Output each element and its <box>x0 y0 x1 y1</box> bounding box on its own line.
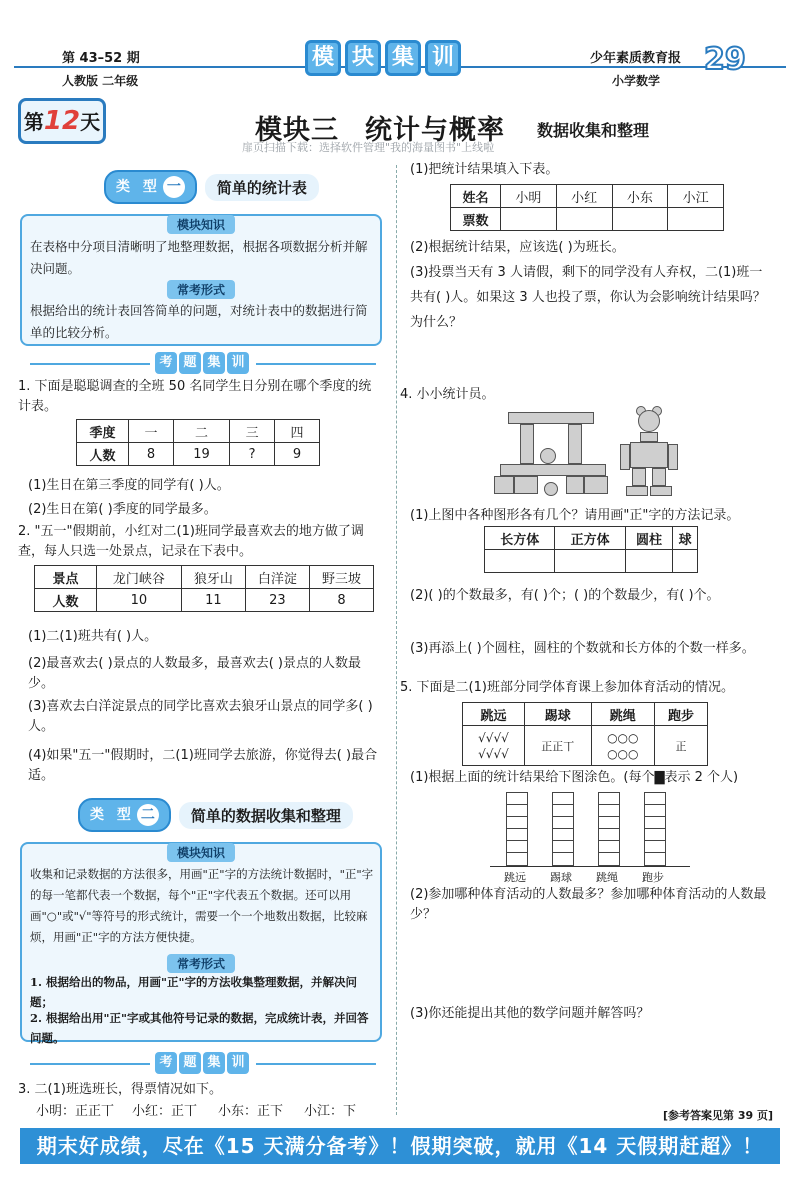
knowledge-tag: 模块知识 <box>167 215 235 234</box>
day-suffix: 天 <box>80 110 101 134</box>
day-badge <box>18 98 106 144</box>
question-4-stem: 4. 小小统计员。 <box>400 387 495 402</box>
q3-table <box>450 184 724 231</box>
banner-rule <box>30 1063 150 1065</box>
table-cell: 踢球 <box>524 703 591 726</box>
question-1-stem: 1. 下面是聪聪调查的全班 50 名同学生日分别在哪个季度的统计表。 <box>18 379 372 414</box>
module-label: 模块三 <box>255 115 339 146</box>
module-name: 统计与概率 <box>365 115 505 146</box>
table-cell: 正正丅 <box>524 726 591 766</box>
module-subtitle: 数据收集和整理 <box>537 121 650 140</box>
type-name: 简单的统计表 <box>205 174 319 201</box>
table-cell: 三 <box>230 420 275 443</box>
table-cell: 小东 <box>612 185 668 208</box>
footer-banner: 期末好成绩，尽在《15 天满分备考》！假期突破，就用《14 天假期赶超》！ <box>20 1128 780 1164</box>
table-cell: 白洋淀 <box>245 566 309 589</box>
vote-record: 小东：正下 <box>218 1104 284 1119</box>
bar-label: 踢球 <box>550 871 572 884</box>
type-tag: 类 型 二 <box>78 798 171 832</box>
question-2-part-4: (4)如果"五一"假期时，二(1)班同学去旅游，你觉得去( )最合适。 <box>28 748 378 783</box>
bar-column[interactable] <box>552 792 574 866</box>
form-text: 根据给出的统计表回答简单的问题，对统计表中的数据进行简单的比较分析。 <box>30 303 368 340</box>
column-divider <box>396 165 397 1115</box>
question-4-part-2: (2)( )的个数最多，有( )个；( )的个数最少，有( )个。 <box>410 588 720 603</box>
type-two-box <box>20 842 382 1045</box>
table-cell: 狼牙山 <box>181 566 245 589</box>
exam-banner: 考 题 集 训 <box>155 352 255 376</box>
knowledge-text: 在表格中分项目清晰明了地整理数据，根据各项数据分析并解决问题。 <box>30 239 368 276</box>
title-char: 模 <box>305 40 341 76</box>
question-2-part-1: (1)二(1)班共有( )人。 <box>28 629 158 644</box>
type-name: 简单的数据收集和整理 <box>179 802 353 829</box>
table-cell: 8 <box>309 589 373 612</box>
edition-label: 人教版 二年级 <box>62 74 139 88</box>
question-2-part-2: (2)最喜欢去( )景点的人数最多，最喜欢去( )景点的人数最少。 <box>28 656 361 691</box>
table-cell: 小红 <box>556 185 612 208</box>
table-cell[interactable] <box>612 208 668 231</box>
header-title <box>305 40 475 80</box>
table-cell: 景点 <box>35 566 97 589</box>
table-cell[interactable] <box>668 208 724 231</box>
table-cell[interactable] <box>625 550 673 573</box>
paper-name: 少年素质教育报 <box>590 51 682 66</box>
vote-record: 小明：正正丅 <box>36 1104 115 1119</box>
knowledge-tag: 模块知识 <box>167 843 235 862</box>
table-cell: 长方体 <box>485 527 555 550</box>
issue-label: 第 43–52 期 <box>62 51 140 66</box>
table-cell: 正 <box>655 726 708 766</box>
question-5-part-2: (2)参加哪种体育活动的人数最多？参加哪种体育活动的人数最少？ <box>410 887 767 922</box>
question-1-part-2: (2)生日在第( )季度的同学最多。 <box>28 502 217 517</box>
page-number: 29 <box>704 42 746 77</box>
table-cell: 票数 <box>451 208 501 231</box>
question-3-part-3: (3)投票当天有 3 人请假，剩下的同学没有人弃权，二(1)班一共有( )人。如果这 3 人也投了票，你认为会影响统计结果吗？为什么？ <box>410 265 766 330</box>
table-cell: 球 <box>673 527 698 550</box>
knowledge-text: 收集和记录数据的方法很多，用画"正"字的方法统计数据时，"正"字的每一笔都代表一个数据，每个"正"字代表五个数据。还可以用画"○"或"√"等符号的形式统计，需要一个一个地数出数据，比较麻烦，用画"正"字的方法方便快捷。 <box>30 867 374 944</box>
type-two-heading <box>78 800 353 830</box>
table-cell: 圆柱 <box>625 527 673 550</box>
bar-column[interactable] <box>644 792 666 866</box>
q2-table <box>34 565 374 612</box>
table-cell: 跳绳 <box>591 703 655 726</box>
question-3-part-1: (1)把统计结果填入下表。 <box>410 162 559 177</box>
bar-label: 跑步 <box>642 871 664 884</box>
q1-table <box>76 419 320 466</box>
table-cell: 人数 <box>77 443 129 466</box>
banner-rule <box>30 363 150 365</box>
title-char: 训 <box>425 40 461 76</box>
table-cell: ○○○ ○○○ <box>591 726 655 766</box>
form-item-1: 1. 根据给出的物品，用画"正"字的方法收集整理数据，并解决问题； <box>30 975 357 1009</box>
table-cell: 23 <box>245 589 309 612</box>
question-1-part-1: (1)生日在第三季度的同学有( )人。 <box>28 478 230 493</box>
title-char: 集 <box>385 40 421 76</box>
table-cell: 跑步 <box>655 703 708 726</box>
question-5-stem: 5. 下面是二(1)班部分同学体育课上参加体育活动的情况。 <box>400 680 734 695</box>
type-one-heading <box>104 172 319 202</box>
table-cell[interactable] <box>556 208 612 231</box>
bar-column[interactable] <box>506 792 528 866</box>
table-cell: ? <box>230 443 275 466</box>
question-2-part-3: (3)喜欢去白洋淀景点的同学比喜欢去狼牙山景点的同学多( )人。 <box>28 699 373 734</box>
table-cell: 人数 <box>35 589 97 612</box>
table-cell: 8 <box>129 443 174 466</box>
vote-record: 小江：下 <box>304 1104 357 1119</box>
table-cell[interactable] <box>555 550 625 573</box>
q4-table <box>484 526 698 573</box>
exam-banner: 考 题 集 训 <box>155 1052 255 1076</box>
watermark-text: 扉页扫描下载：选择软件管理"我的海量图书"上线啦 <box>242 141 495 154</box>
type-tag: 类 型 一 <box>104 170 197 204</box>
table-cell: 跳远 <box>463 703 525 726</box>
type-number: 一 <box>163 176 185 198</box>
table-cell: 10 <box>97 589 182 612</box>
table-cell: 19 <box>173 443 229 466</box>
type-one-box <box>20 214 382 346</box>
table-cell[interactable] <box>673 550 698 573</box>
table-cell: 9 <box>275 443 320 466</box>
baseline <box>490 866 690 867</box>
table-cell: 11 <box>181 589 245 612</box>
title-char: 块 <box>345 40 381 76</box>
type-number: 二 <box>137 804 159 826</box>
answer-reference: [参考答案见第 39 页] <box>663 1109 774 1122</box>
table-cell: 季度 <box>77 420 129 443</box>
question-3-part-2: (2)根据统计结果，应该选( )为班长。 <box>410 240 625 255</box>
table-cell: 正方体 <box>555 527 625 550</box>
table-cell[interactable] <box>501 208 557 231</box>
q5-table <box>462 702 708 766</box>
day-number: 12 <box>43 106 81 136</box>
vote-record: 小红：正丅 <box>132 1104 198 1119</box>
table-cell: 小江 <box>668 185 724 208</box>
banner-rule <box>256 363 376 365</box>
table-cell: 四 <box>275 420 320 443</box>
form-tag: 常考形式 <box>167 954 235 973</box>
question-5-part-3: (3)你还能提出其他的数学问题并解答吗？ <box>410 1006 650 1021</box>
question-3-stem: 3. 二(1)班选班长，得票情况如下。 <box>18 1082 222 1097</box>
table-cell: 龙门峡谷 <box>97 566 182 589</box>
table-cell: 一 <box>129 420 174 443</box>
table-cell: 二 <box>173 420 229 443</box>
bar-label: 跳远 <box>504 871 526 884</box>
question-2-stem: 2. "五一"假期前，小红对二(1)班同学最喜欢去的地方做了调查，每人只选一处景点，记录在下表中。 <box>18 524 364 559</box>
table-cell: 小明 <box>501 185 557 208</box>
form-tag: 常考形式 <box>167 280 235 299</box>
table-cell: 野三坡 <box>309 566 373 589</box>
table-cell[interactable] <box>485 550 555 573</box>
subject-label: 小学数学 <box>612 74 661 88</box>
banner-rule <box>256 1063 376 1065</box>
table-cell: √√√√ √√√√ <box>463 726 525 766</box>
table-cell: 姓名 <box>451 185 501 208</box>
bar-column[interactable] <box>598 792 620 866</box>
form-item-2: 2. 根据给出用"正"字或其他符号记录的数据，完成统计表，并回答问题。 <box>30 1011 369 1045</box>
bar-label: 跳绳 <box>596 871 618 884</box>
question-4-part-1: (1)上图中各种图形各有几个？请用画"正"字的方法记录。 <box>410 508 740 523</box>
question-5-part-1: (1)根据上面的统计结果给下图涂色。(每个▇表示 2 个人) <box>410 770 739 785</box>
question-4-part-3: (3)再添上( )个圆柱，圆柱的个数就和长方体的个数一样多。 <box>410 641 755 656</box>
day-prefix: 第 <box>23 110 44 134</box>
